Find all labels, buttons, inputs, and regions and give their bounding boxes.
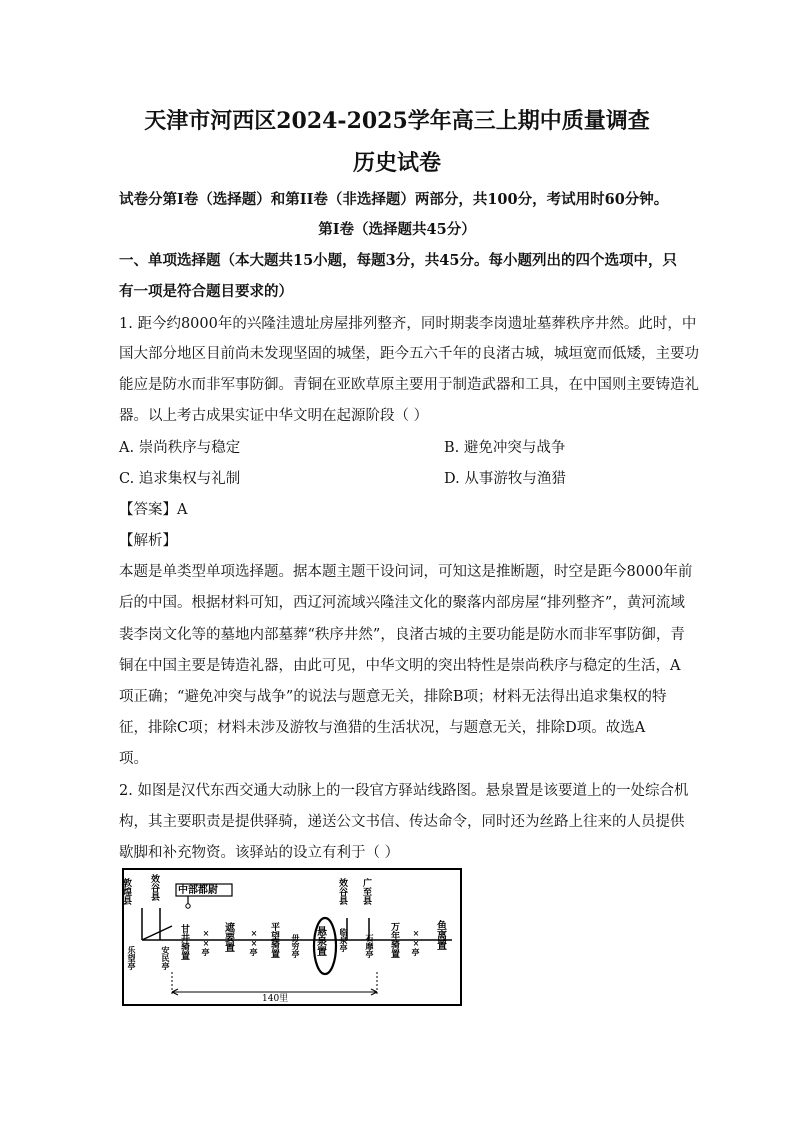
label-fufen-ting: 毋穷亭 <box>291 934 301 958</box>
exam-title: 天津市河西区2024-2025学年高三上期中质量调查 <box>144 108 650 134</box>
exam-subtitle: 历史试卷 <box>352 150 441 176</box>
label-pingwang-yi: 平望骑置 <box>269 922 279 958</box>
exam-intro: 试卷分第I卷（选择题）和第II卷（非选择题）两部分，共100分，考试用时60分钟。 <box>119 191 669 208</box>
q1-analysis-line-6: 征，排除C项；材料未涉及游牧与渔猎的生活状况，与题意无关，排除D项。故选A <box>119 720 646 736</box>
postal-route-map <box>122 868 462 1006</box>
q1-analysis-line-4: 铜在中国主要是铸造礼器，由此可见，中华文明的突出特性是崇尚秩序与稳定的生活，A <box>119 658 681 674</box>
q1-option-d: D. 从事游牧与渔猎 <box>444 471 566 487</box>
q2-text-line-2: 构，其主要职责是提供驿骑，递送公文书信、传达命令，同时还为丝路上往来的人员提供 <box>119 814 685 830</box>
label-xx-ting-1: ××亭 <box>201 928 211 956</box>
label-ganjing-yi: 甘井骑置 <box>179 924 189 960</box>
q1-answer: 【答案】A <box>119 502 188 518</box>
label-xiaogu-left: 效谷县 <box>149 874 159 901</box>
q1-option-a: A. 崇尚秩序与稳定 <box>119 440 241 456</box>
q2-text-line-1: 2. 如图是汉代东西交通大动脉上的一段官方驿站线路图。悬泉置是该要道上的一处综合机 <box>119 783 689 799</box>
q1-analysis-line-2: 后的中国。根据材料可知，西辽河流域兴隆洼文化的聚落内部房屋“排列整齐”，黄河流域 <box>119 595 685 611</box>
label-guangzhi: 广至县 <box>361 878 371 905</box>
q1-analysis-line-7: 项。 <box>119 751 148 767</box>
label-linquan-ting: 临泉亭 <box>339 928 349 952</box>
q1-text-line-2: 国大部分地区目前尚未发现坚固的城堡，距今五六千年的良渚古城，城垣宽而低矮，主要功 <box>119 346 699 362</box>
q2-text-line-3: 歇脚和补充物资。该驿站的设立有利于（ ） <box>119 845 400 861</box>
q1-analysis-line-3: 裴李岗文化等的墓地内部墓葬“秩序井然”，良渚古城的主要功能是防水而非军事防御，青 <box>119 627 685 643</box>
q1-text-line-1: 1. 距今约8000年的兴隆洼遗址房屋排列整齐，同时期裴李岗遗址墓葬秩序井然。此时，中 <box>119 316 697 332</box>
q1-analysis-line-5: 项正确；“避免冲突与战争”的说法与题意无关，排除B项；材料无法得出追求集权的特 <box>119 689 667 705</box>
q1-option-b: B. 避免冲突与战争 <box>444 440 566 456</box>
label-xx-ting-3: ××亭 <box>411 928 421 956</box>
label-xuanquan-zhi: 悬泉置 <box>314 926 326 956</box>
label-xiaogu-right: 效谷县 <box>337 878 347 905</box>
label-zheyao-zhi: 遮要置 <box>222 922 234 952</box>
label-distance: 140里 <box>262 994 289 1004</box>
label-yuli-zhi: 鱼离置 <box>434 920 446 950</box>
section1-title: 第I卷（选择题共45分） <box>318 221 476 238</box>
label-lewang-ting: 乐望亭 <box>127 946 137 970</box>
part1-heading-line-1: 一、单项选择题（本大题共15小题，每题3分，共45分。每小题列出的四个选项中，只 <box>119 252 677 269</box>
label-shimen-ting: 石靡亭 <box>365 934 375 958</box>
q1-analysis-label: 【解析】 <box>119 533 177 549</box>
label-xx-ting-2: ××亭 <box>249 928 259 956</box>
q1-text-line-3: 能应是防水而非军事防御。青铜在亚欧草原主要用于制造武器和工具，在中国则主要铸造礼 <box>119 377 699 393</box>
part1-heading-line-2: 有一项是符合题目要求的） <box>119 283 293 300</box>
q1-analysis-line-1: 本题是单类型单项选择题。据本题主题干设问词，可知这是推断题，时空是距今8000年前 <box>119 564 693 580</box>
label-anmin-ting: 安民亭 <box>161 946 171 970</box>
q1-text-line-4: 器。以上考古成果实证中华文明在起源阶段（ ） <box>119 408 429 424</box>
label-dunhuang: 敦煌县 <box>122 878 131 905</box>
label-wannian-yi: 万年骑置 <box>389 922 399 958</box>
q1-option-c: C. 追求集权与礼制 <box>119 471 241 487</box>
label-central-division: 中部都尉 <box>178 885 218 896</box>
postal-route-svg <box>122 868 462 1006</box>
